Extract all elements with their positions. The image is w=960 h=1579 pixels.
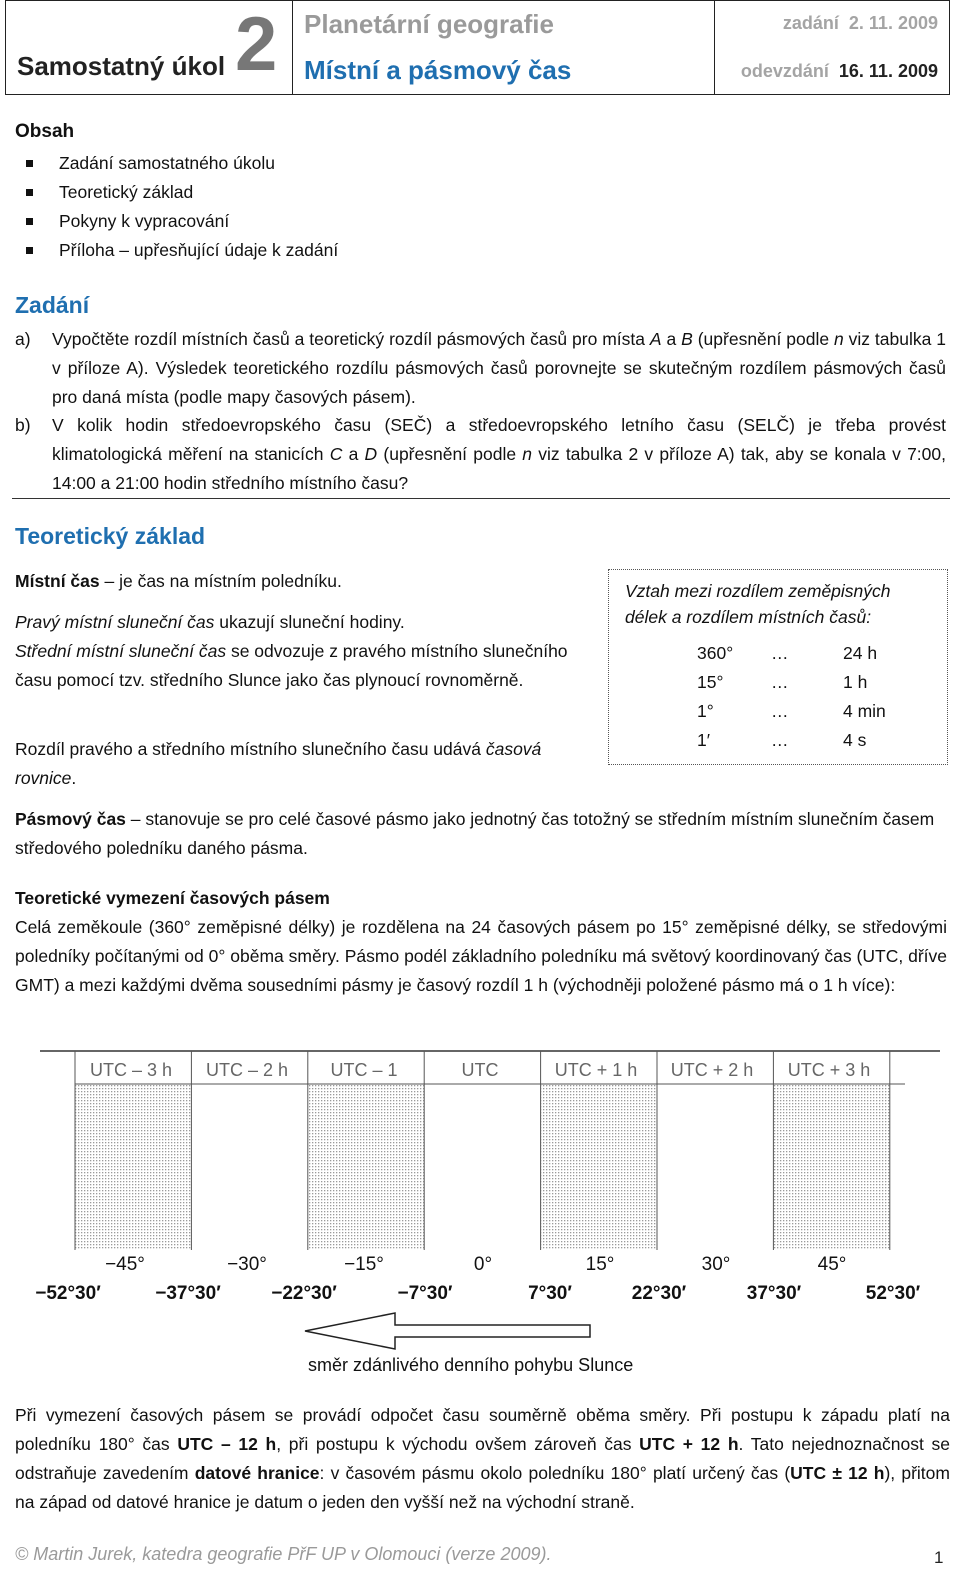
zones-heading: Teoretické vymezení časových pásem: [15, 888, 330, 908]
zone-label: UTC: [461, 1060, 499, 1080]
topic-title: Místní a pásmový čas: [304, 55, 572, 85]
local-time-def: Místní čas – je čas na místním poledníku.: [15, 571, 342, 591]
zone-band-shaded: [773, 1084, 889, 1250]
assigned-line: [783, 13, 938, 34]
relation-angle: 15°: [697, 672, 724, 692]
zone-label: UTC – 3 h: [89, 1060, 173, 1080]
central-meridian-label: −30°: [227, 1254, 267, 1275]
zone-label: UTC + 3 h: [787, 1060, 871, 1080]
course-title: Planetární geografie: [304, 9, 554, 39]
zone-label: UTC + 1 h: [554, 1060, 638, 1080]
due-line: [741, 61, 938, 82]
zone-band-shaded: [308, 1084, 424, 1250]
zone-boundary-label: 37°30′: [746, 1283, 802, 1304]
zone-label: UTC + 2 h: [670, 1060, 754, 1080]
theory-heading: Teoretický základ: [15, 523, 206, 549]
solar-time-def: Pravý místní sluneční čas ukazují sluneční hodiny. Střední místní sluneční čas se odvozuje z pravého místního slunečního času pomocí tzv. středního Slunce jako čas plynoucí rovnoměrně.: [15, 612, 568, 690]
task-a-label: a): [15, 329, 31, 349]
due-label: odevzdání: [740, 61, 829, 81]
task-a-text: Vypočtěte rozdíl místních časů a teoretický rozdíl pásmových časů pro místa A a B (upřesnění podle n viz tabulka 1 v příloze A). Výsledek teoretického rozdílu pásmových časů porovnejte se skutečným rozdílem pásmových časů pro daná místa (podle mapy časových pásem).: [52, 329, 946, 407]
zones-text: Celá zeměkoule (360° zeměpisné délky) je rozdělena na 24 časových pásem po 15° zeměpisné délky, se středovými poledníky počítanými od 0° oběma směry. Pásmo podél základního poledníku má světový koordinovaný čas (UTC, dříve GMT) a mezi každými dvěma sousedními pásmy je časový rozdíl 1 h (východněji položené pásmo má o 1 h více):: [15, 917, 947, 995]
zone-boundary-label: −52°30′: [35, 1283, 101, 1304]
zone-boundary-label: 22°30′: [631, 1283, 687, 1304]
time-zone-diagram: [0, 1040, 960, 1380]
task-b-label: b): [15, 415, 31, 435]
relation-time: 24 h: [843, 643, 878, 663]
assignment-label: Samostatný úkol: [17, 51, 226, 81]
relation-angle: 360°: [697, 643, 734, 663]
zone-boundary-label: 52°30′: [865, 1283, 921, 1304]
assignment-number: 2: [235, 2, 276, 87]
relation-time: 1 h: [843, 672, 868, 692]
equation-of-time: Rozdíl pravého a středního místního slunečního času udává časová rovnice.: [15, 739, 542, 788]
relation-angle: 1′: [697, 730, 711, 750]
central-meridian-label: −15°: [344, 1254, 384, 1275]
topic-cell: [293, 1, 715, 94]
due-date: 16. 11. 2009: [838, 61, 938, 81]
dates-cell: [715, 1, 949, 94]
zone-band-shaded: [75, 1084, 191, 1250]
relation-time: 4 s: [843, 730, 867, 750]
zone-band-shaded: [541, 1084, 657, 1250]
assigned-label: zadání: [782, 13, 839, 33]
toc-item: Příloha – upřesňující údaje k zadání: [15, 236, 615, 265]
toc-title: Obsah: [15, 121, 75, 142]
central-meridian-label: 15°: [585, 1254, 615, 1275]
assignment-cell: [6, 1, 293, 94]
relation-box: [608, 569, 948, 765]
relation-box-title: Vztah mezi rozdílem zeměpisných délek a rozdílem místních časů:: [625, 581, 891, 627]
zone-time-def: Pásmový čas – stanovuje se pro celé časové pásmo jako jednotný čas totožný se středním místním slunečním časem středového poledníku daného pásma.: [15, 809, 935, 858]
arrow-caption: směr zdánlivého denního pohybu Slunce: [308, 1355, 634, 1375]
document-header: [5, 0, 950, 95]
sun-direction-arrow: [305, 1313, 590, 1349]
dateline-paragraph: Při vymezení časových pásem se provádí odpočet času souměrně oběma směry. Při postupu k západu platí na poledníku 180° čas UTC – 12 h, při postupu k východu ovšem zároveň čas UTC + 12 h. Tato nejednoznačnost se odstraňuje zavedením datové hranice: v časovém pásmu okolo poledníku 180° platí určený čas (UTC ± 12 h), přitom na západ od datové hranice je datum o jeden den vyšší než na východní straně.: [15, 1405, 950, 1512]
central-meridian-label: 30°: [701, 1254, 731, 1275]
assigned-date: 2. 11. 2009: [848, 13, 938, 33]
central-meridian-label: −45°: [105, 1254, 145, 1275]
task-b-text: V kolik hodin středoevropského času (SEČ) a středoevropského letního času (SELČ) je třeba provést klimatologická měření na stanicích C a D (upřesnění podle n viz tabulka 2 v příloze A) tak, aby se konala v 7:00, 14:00 a 21:00 hodin středního místního času?: [52, 415, 947, 493]
footer-copyright: © Martin Jurek, katedra geografie PřF UP v Olomouci (verze 2009).: [15, 1544, 552, 1564]
relation-sep: …: [771, 701, 789, 721]
central-meridian-label: 45°: [817, 1254, 847, 1275]
task-heading: Zadání: [15, 292, 90, 318]
zone-boundary-label: −37°30′: [155, 1283, 221, 1304]
zone-boundary-label: −7°30′: [397, 1283, 453, 1304]
relation-sep: …: [771, 672, 789, 692]
relation-sep: …: [771, 643, 789, 663]
zone-boundary-label: 7°30′: [528, 1283, 572, 1304]
section-divider: [12, 498, 950, 499]
central-meridian-label: 0°: [473, 1254, 493, 1275]
toc-item: Pokyny k vypracování: [15, 207, 615, 236]
relation-sep: …: [771, 730, 789, 750]
toc-list: [15, 149, 615, 265]
page-number: 1: [934, 1548, 944, 1567]
toc-item: Teoretický základ: [15, 178, 615, 207]
relation-angle: 1°: [697, 701, 714, 721]
toc-item: Zadání samostatného úkolu: [15, 149, 615, 178]
zone-label: UTC – 2 h: [205, 1060, 289, 1080]
zone-boundary-label: −22°30′: [271, 1283, 337, 1304]
relation-time: 4 min: [843, 701, 886, 721]
zone-label: UTC – 1: [330, 1060, 398, 1080]
